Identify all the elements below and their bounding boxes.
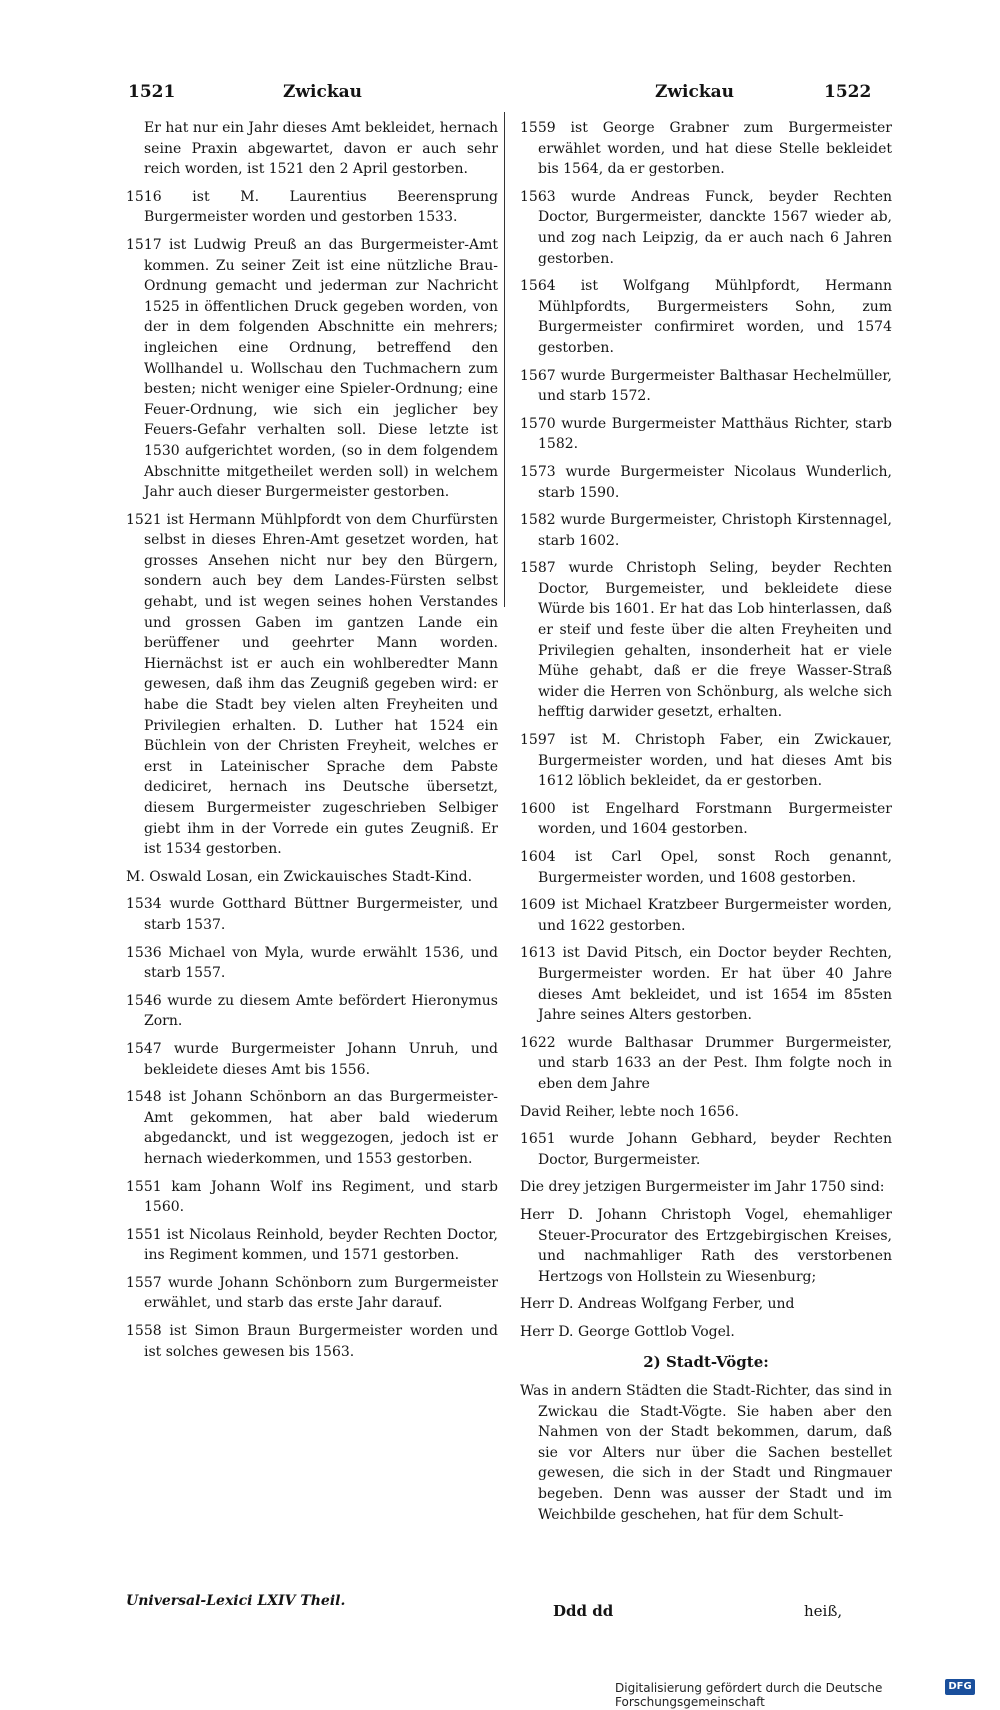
footer-signature: Universal-Lexici LXIV Theil. [126, 1593, 346, 1609]
register-entry: Die drey jetzigen Burgermeister im Jahr 1750 sind: [520, 1179, 885, 1196]
register-entry: 1517 ist Ludwig Preuß an das Burgermeister-Amt kommen. Zu seiner Zeit ist eine nützliche Brau-Ordnung gemacht und jederman zur Nachricht 1525 in öffentlichen Druck gegeben worden, von der in dem folgenden Abschnitte ein mehrers; ingleichen eine Ordnung, betreffend den Wollhandel u. Wollschau den Tuchmachern zum besten; nicht weniger eine Spieler-Ordnung; eine Feuer-Ordnung, wie sich ein jeglicher bey Feuers-Gefahr verhalten soll. Diese letzte ist 1530 aufgerichtet worden, (so in dem folgendem Abschnitte mitgetheilet werden soll) in welchem Jahr auch dieser Burgermeister gestorben. [126, 236, 498, 501]
right-column [520, 118, 892, 1532]
register-entry: 1557 wurde Johann Schönborn zum Burgermeister erwählet, und starb das erste Jahr darauf. [126, 1274, 498, 1312]
register-entry: 1516 ist M. Laurentius Beerensprung Burgermeister worden und gestorben 1533. [126, 188, 498, 226]
register-entry: 1548 ist Johann Schönborn an das Burgermeister-Amt gekommen, hat aber bald wiederum abgedanckt, und ist weggezogen, jedoch ist er hernach wiederkommen, und 1553 gestorben. [126, 1089, 498, 1167]
register-entry: 1558 ist Simon Braun Burgermeister worden und ist solches gewesen bis 1563. [126, 1323, 498, 1360]
section-heading: 2) Stadt-Vögte: [643, 1353, 769, 1372]
register-entry: Was in andern Städten die Stadt-Richter, das sind in Zwickau die Stadt-Vögte. Sie haben aber den Nahmen von der Stadt bekommen, darum, daß sie vor Alters nur über die Sachen bestellet gewesen, die sich in der Stadt und Ringmauer begeben. Denn was ausser der Stadt und im Weichbilde geschehen, hat für dem Schult- [520, 1383, 892, 1523]
register-entry: Herr D. George Gottlob Vogel. [520, 1323, 735, 1340]
register-entry: 1604 ist Carl Opel, sonst Roch genannt, Burgermeister worden, und 1608 gestorben. [520, 849, 892, 886]
register-entry: 1570 wurde Burgermeister Matthäus Richter, starb 1582. [520, 415, 892, 453]
digitization-credit: Digitalisierung gefördert durch die Deutsche Forschungsgemeinschaft [615, 1681, 883, 1709]
page-number-right: 1522 [824, 82, 872, 102]
register-entry: 1582 wurde Burgermeister, Christoph Kirstennagel, starb 1602. [520, 512, 892, 549]
register-entry: 1597 ist M. Christoph Faber, ein Zwickauer, Burgermeister worden, und hat dieses Amt bis 1612 löblich bekleidet, da er gestorben. [520, 732, 892, 790]
register-entry: 1567 wurde Burgermeister Balthasar Hechelmüller, und starb 1572. [520, 367, 892, 405]
register-entry: 1609 ist Michael Kratzbeer Burgermeister worden, und 1622 gestorben. [520, 897, 892, 934]
signature-mark: Ddd dd [553, 1602, 614, 1620]
register-entry: 1600 ist Engelhard Forstmann Burgermeister worden, und 1604 gestorben. [520, 800, 892, 838]
register-entry: Herr D. Andreas Wolfgang Ferber, und [520, 1296, 795, 1313]
register-entry: M. Oswald Losan, ein Zwickauisches Stadt-Kind. [126, 868, 473, 885]
register-entry: 1551 kam Johann Wolf ins Regiment, und starb 1560. [126, 1178, 498, 1216]
register-entry: 1559 ist George Grabner zum Burgermeister erwählet worden, und hat diese Stelle bekleidet bis 1564, da er gestorben. [520, 120, 892, 178]
left-column [126, 118, 498, 1369]
dfg-logo-icon: DFG [945, 1679, 975, 1695]
register-entry: 1547 wurde Burgermeister Johann Unruh, und bekleidete dieses Amt bis 1556. [126, 1040, 498, 1078]
register-entry: 1536 Michael von Myla, wurde erwählt 1536, und starb 1557. [126, 944, 498, 982]
register-entry: 1564 ist Wolfgang Mühlpfordt, Hermann Mühlpfordts, Burgermeisters Sohn, zum Burgermeister confirmiret worden, und 1574 gestorben. [520, 278, 892, 356]
register-entry: 1546 wurde zu diesem Amte befördert Hieronymus Zorn. [126, 992, 498, 1030]
page-number-left: 1521 [128, 82, 176, 102]
register-entry: Herr D. Johann Christoph Vogel, ehemahliger Steuer-Procurator des Ertzgebirgischen Kreises, und nachmahliger Rath des verstorbenen Hertzogs von Hollstein zu Wiesenburg; [520, 1206, 892, 1285]
register-entry: 1521 ist Hermann Mühlpfordt von dem Churfürsten selbst in dieses Ehren-Amt gesetzet worden, hat grosses Ansehen nicht nur bey den Bürgern, sondern auch bey dem Landes-Fürsten selbst gehabt, und ist wegen seines hohen Verstandes und grossen Gaben im gantzen Lande ein berüffener und geehrter Mann worden. Hiernächst ist er auch ein wohlberedter Mann gewesen, daß ihm das Zeugniß gegeben wird: er habe die Stadt bey vielen alten Freyheiten und Privilegien erhalten. D. Luther hat 1524 ein Büchlein von der Christen Freyheit, welches er erst in Lateinischer Sprache dem Pabste dediciret, hernach ins Deutsche übersetzt, diesem Burgermeister zugeschrieben Selbiger giebt ihm in der Vorrede ein gutes Zeugniß. Er ist 1534 gestorben. [126, 511, 498, 858]
register-entry: 1587 wurde Christoph Seling, beyder Rechten Doctor, Burgemeister, und bekleidete diese Würde bis 1601. Er hat das Lob hinterlassen, daß er steif und feste über die alten Freyheiten und Privilegien gehalten, insonderheit hat er viele Mühe gehabt, daß er die freye Wasser-Straß wider die Herren von Schönburg, als welche sich hefftig darwider gesetzt, erhalten. [520, 560, 892, 721]
register-entry: 1563 wurde Andreas Funck, beyder Rechten Doctor, Burgermeister, danckte 1567 wieder ab, und zog nach Leipzig, da er auch nach 6 Jahren gestorben. [520, 188, 892, 267]
register-entry: 1613 ist David Pitsch, ein Doctor beyder Rechten, Burgermeister worden. Er hat über 40 Jahre dieses Amt bekleidet, und ist 1654 im 85sten Jahre seines Alters gestorben. [520, 945, 892, 1024]
register-entry: 1573 wurde Burgermeister Nicolaus Wunderlich, starb 1590. [520, 463, 892, 501]
register-entry: 1551 ist Nicolaus Reinhold, beyder Rechten Doctor, ins Regiment kommen, und 1571 gestorben. [126, 1226, 498, 1264]
column-divider [504, 112, 505, 607]
catchword: heiß, [804, 1602, 843, 1620]
register-entry: 1651 wurde Johann Gebhard, beyder Rechten Doctor, Burgermeister. [520, 1131, 892, 1168]
running-head-right: Zwickau [655, 82, 735, 102]
register-entry: 1534 wurde Gotthard Büttner Burgermeister, und starb 1537. [126, 896, 498, 933]
register-entry: David Reiher, lebte noch 1656. [520, 1103, 739, 1120]
continued-paragraph: Er hat nur ein Jahr dieses Amt bekleidet, hernach seine Praxin abgewartet, davon er auch sehr reich worden, ist 1521 den 2 April gestorben. [144, 120, 498, 178]
register-entry: 1622 wurde Balthasar Drummer Burgermeister, und starb 1633 an der Pest. Ihm folgte noch in eben dem Jahre [520, 1034, 892, 1092]
running-head-left: Zwickau [283, 82, 363, 102]
